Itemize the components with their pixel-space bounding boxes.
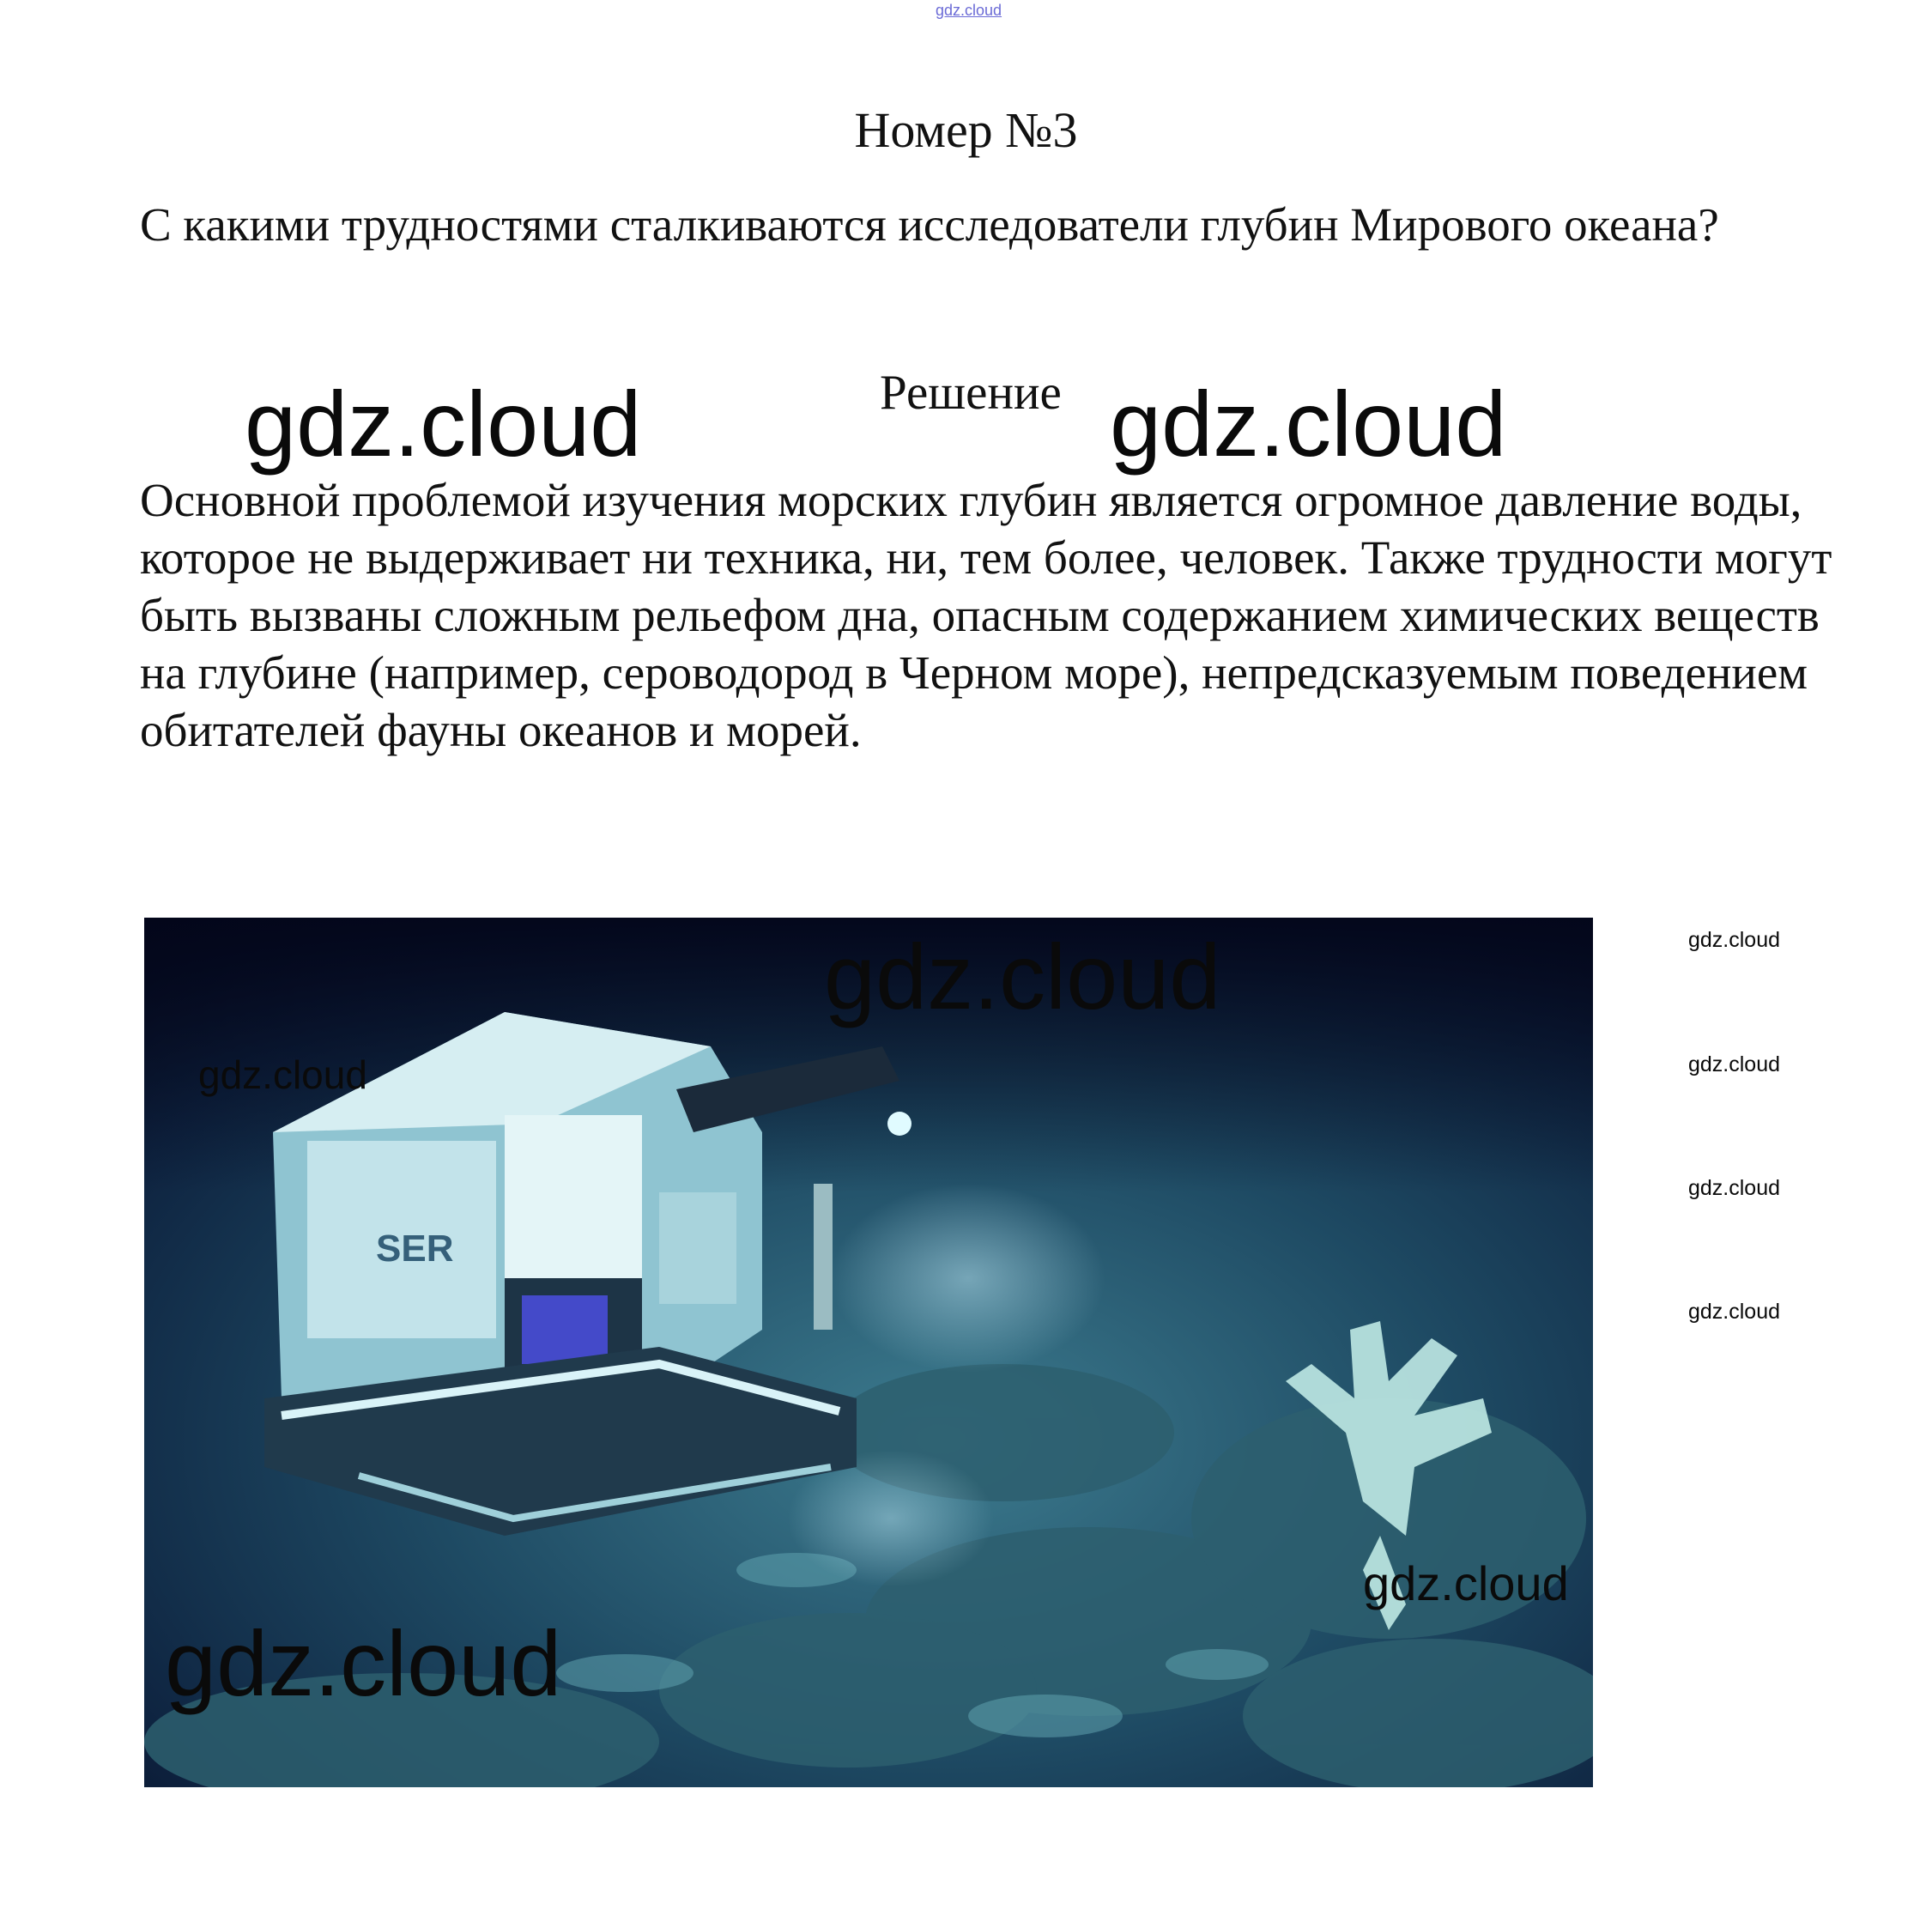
watermark: gdz.cloud xyxy=(1688,1176,1781,1200)
watermark: gdz.cloud xyxy=(1110,372,1507,476)
watermark: gdz.cloud xyxy=(1363,1556,1569,1610)
question-text: С какими трудностями сталкиваются исследователи глубин Мирового океана? xyxy=(140,198,1719,251)
header-link[interactable]: gdz.cloud xyxy=(936,2,1002,19)
watermark: gdz.cloud xyxy=(1688,928,1781,952)
watermark: gdz.cloud xyxy=(1688,1052,1781,1076)
rov-logo: SER xyxy=(376,1228,454,1270)
watermark: gdz.cloud xyxy=(245,372,642,476)
deep-sea-rov-photo xyxy=(144,918,1593,1787)
page-title: Номер №3 xyxy=(854,102,1078,158)
answer-text: Основной проблемой изучения морских глубин является огромное давление воды, которое не выдерживает ни техника, ни, тем более, человек. Также трудности могут быть вызваны сложным рельефом дна, опасным содержанием химических веществ на глубине (например, сероводород в Черном море), непредсказуемым поведением обитателей фауны океанов и морей. xyxy=(140,474,1832,756)
watermark: gdz.cloud xyxy=(165,1611,562,1715)
watermark: gdz.cloud xyxy=(824,925,1221,1028)
solution-heading: Решение xyxy=(880,366,1062,420)
watermark: gdz.cloud xyxy=(1688,1300,1781,1324)
watermark: gdz.cloud xyxy=(198,1052,367,1097)
